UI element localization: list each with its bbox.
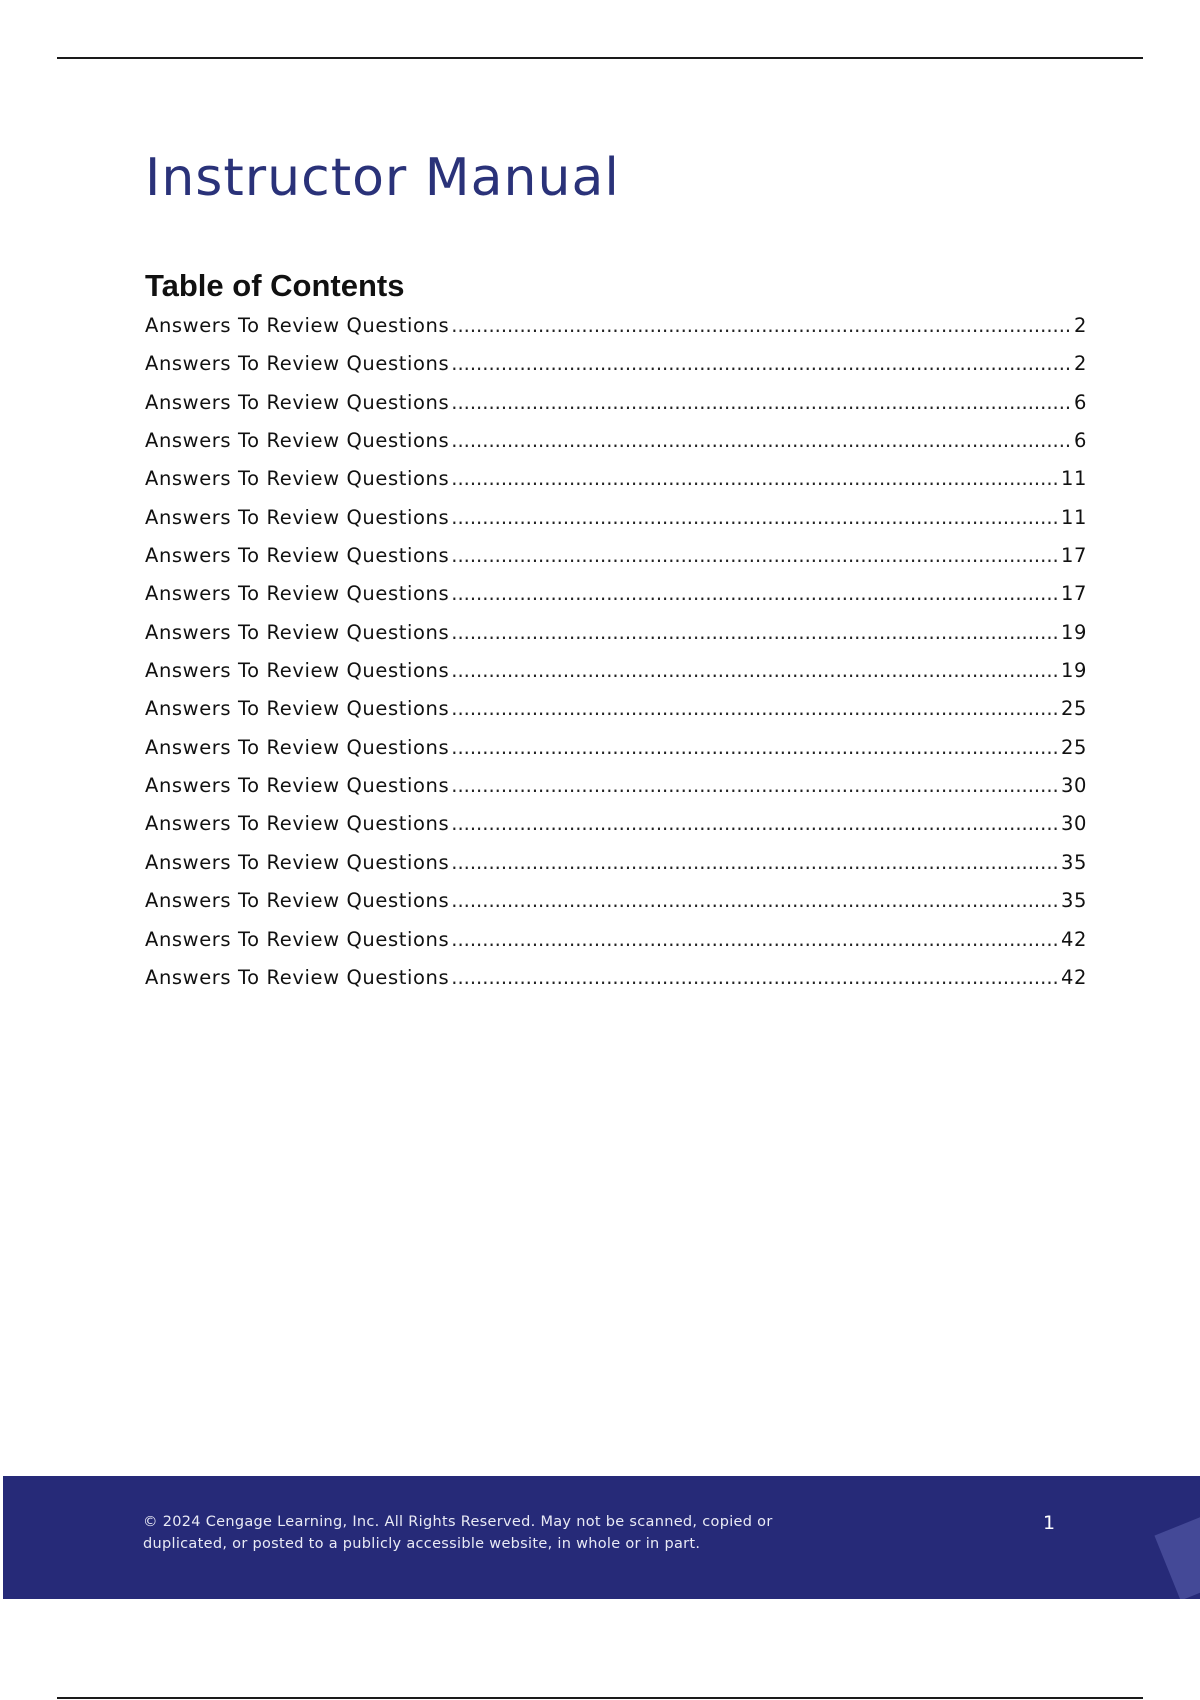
document-title: Instructor Manual — [145, 148, 620, 208]
toc-entry-title: Answers To Review Questions — [145, 812, 450, 836]
toc-entry-title: Answers To Review Questions — [145, 429, 450, 453]
toc-entry-page: 6 — [1073, 390, 1087, 414]
toc-entry[interactable] — [145, 659, 1087, 697]
toc-entry-title: Answers To Review Questions — [145, 927, 450, 951]
toc-dot-leader — [451, 736, 1059, 759]
toc-entry[interactable] — [145, 928, 1087, 966]
toc-entry-title: Answers To Review Questions — [145, 659, 450, 683]
toc-entry-title: Answers To Review Questions — [145, 965, 450, 989]
top-rule — [57, 57, 1143, 59]
toc-entry-page: 11 — [1060, 505, 1087, 529]
toc-entry-page: 25 — [1060, 735, 1087, 759]
toc-entry[interactable] — [145, 391, 1087, 429]
toc-entry[interactable] — [145, 889, 1087, 927]
toc-entry-title: Answers To Review Questions — [145, 390, 450, 414]
toc-entry-page: 30 — [1060, 812, 1087, 836]
toc-entry-page: 42 — [1060, 927, 1087, 951]
toc-dot-leader — [451, 544, 1059, 567]
toc-entry[interactable] — [145, 697, 1087, 735]
page-number: 1 — [1043, 1512, 1056, 1534]
toc-dot-leader — [451, 391, 1072, 414]
toc-entry-title: Answers To Review Questions — [145, 467, 450, 491]
toc-dot-leader — [451, 928, 1059, 951]
toc-entry-page: 25 — [1060, 697, 1087, 721]
toc-dot-leader — [451, 851, 1059, 874]
toc-entry-page: 35 — [1060, 850, 1087, 874]
toc-entry-page: 2 — [1073, 314, 1087, 337]
toc-dot-leader — [451, 966, 1059, 989]
toc-entry-title: Answers To Review Questions — [145, 582, 450, 606]
toc-entry[interactable] — [145, 429, 1087, 467]
toc-dot-leader — [451, 429, 1072, 452]
toc-entry-page: 30 — [1060, 774, 1087, 798]
toc-heading: Table of Contents — [145, 268, 405, 303]
toc-dot-leader — [451, 659, 1059, 682]
toc-entry-page: 2 — [1073, 352, 1087, 376]
toc-entry-title: Answers To Review Questions — [145, 352, 450, 376]
toc-entry[interactable] — [145, 774, 1087, 812]
toc-entry[interactable] — [145, 966, 1087, 1004]
toc-entry[interactable] — [145, 314, 1087, 352]
toc-entry[interactable] — [145, 582, 1087, 620]
toc-entry-title: Answers To Review Questions — [145, 620, 450, 644]
copyright-notice: © 2024 Cengage Learning, Inc. All Rights Reserved. May not be scanned, copied or duplicated, or posted to a publicly accessible website, in whole or in part. — [143, 1514, 773, 1552]
toc-entry-page: 42 — [1060, 965, 1087, 989]
toc-entry-title: Answers To Review Questions — [145, 850, 450, 874]
toc-entry-title: Answers To Review Questions — [145, 314, 450, 337]
toc-dot-leader — [451, 314, 1072, 337]
toc-entry-page: 17 — [1060, 544, 1087, 568]
toc-entry-page: 19 — [1060, 659, 1087, 683]
decorative-shape — [1154, 1509, 1200, 1599]
toc-entry-title: Answers To Review Questions — [145, 735, 450, 759]
toc-entry-title: Answers To Review Questions — [145, 505, 450, 529]
toc-dot-leader — [451, 621, 1059, 644]
toc-entry-page: 17 — [1060, 582, 1087, 606]
toc-entry[interactable] — [145, 812, 1087, 850]
toc-dot-leader — [451, 889, 1059, 912]
toc-entry-title: Answers To Review Questions — [145, 697, 450, 721]
toc-entry-title: Answers To Review Questions — [145, 544, 450, 568]
bottom-rule — [57, 1697, 1143, 1699]
toc-entry-page: 6 — [1073, 429, 1087, 453]
toc-entry[interactable] — [145, 621, 1087, 659]
toc-entry[interactable] — [145, 544, 1087, 582]
toc-dot-leader — [451, 506, 1059, 529]
toc-entry[interactable] — [145, 352, 1087, 390]
toc-dot-leader — [451, 774, 1059, 797]
table-of-contents — [145, 314, 1087, 1004]
toc-entry[interactable] — [145, 467, 1087, 505]
toc-dot-leader — [451, 582, 1059, 605]
toc-dot-leader — [451, 352, 1072, 375]
toc-entry-page: 11 — [1060, 467, 1087, 491]
footer-band — [3, 1476, 1200, 1599]
toc-dot-leader — [451, 467, 1059, 490]
toc-entry-title: Answers To Review Questions — [145, 774, 450, 798]
toc-entry[interactable] — [145, 506, 1087, 544]
toc-entry-page: 35 — [1060, 889, 1087, 913]
toc-entry-title: Answers To Review Questions — [145, 889, 450, 913]
toc-dot-leader — [451, 812, 1059, 835]
toc-entry[interactable] — [145, 736, 1087, 774]
toc-entry-page: 19 — [1060, 620, 1087, 644]
toc-dot-leader — [451, 697, 1059, 720]
toc-entry[interactable] — [145, 851, 1087, 889]
